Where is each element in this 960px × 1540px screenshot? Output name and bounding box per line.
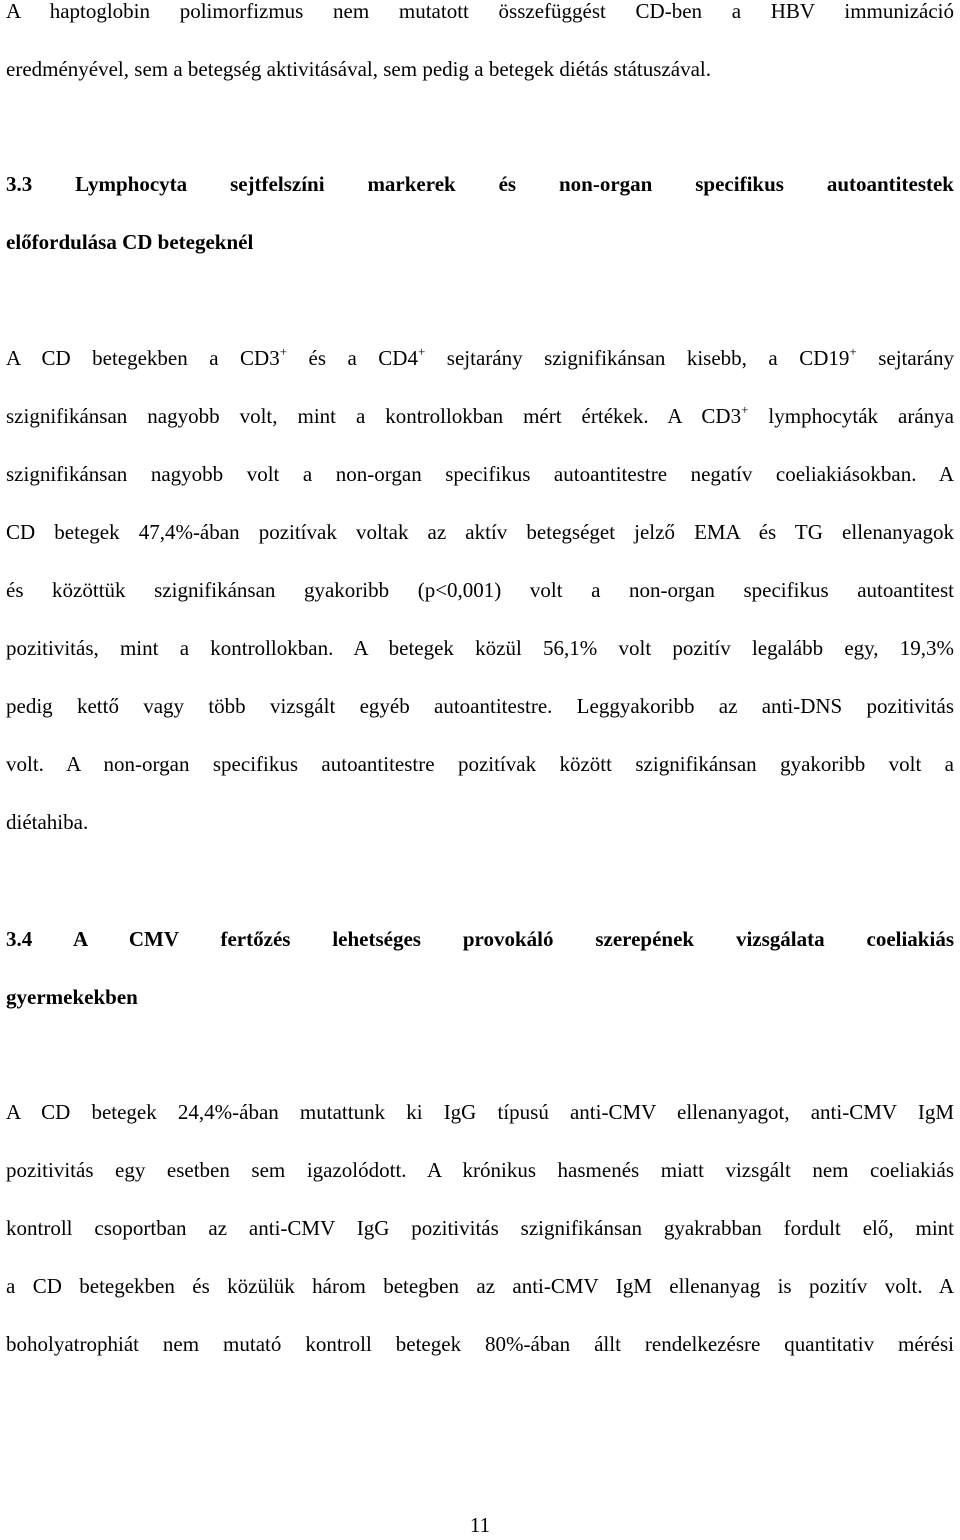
section-3-3-paragraph [6,329,954,851]
superscript-plus: + [417,344,426,359]
heading-line: gyermekekben [6,985,138,1009]
superscript-plus: + [849,344,857,359]
paragraph-line: diétahiba. [6,810,89,834]
text-segment: sejtarány szignifikánsan kisebb, a CD19 [425,346,850,370]
section-heading-3-4 [6,910,954,1026]
paragraph-line: pozitivitás egy esetben sem igazolódott. A krónikus hasmenés miatt vizsgált nem coeliakiás [6,1158,954,1182]
paragraph-line: boholyatrophiát nem mutató kontroll betegek 80%-ában állt rendelkezésre quantitativ mérési [6,1332,954,1356]
paragraph-line: szignifikánsan nagyobb volt a non-organ specifikus autoantitestre negatív coeliakiásokban. A [6,462,954,486]
superscript-plus: + [279,344,288,359]
paragraph-line: pozitivitás, mint a kontrollokban. A betegek közül 56,1% volt pozitív legalább egy, 19,3% [6,636,954,660]
section-heading-3-3 [6,155,954,271]
paragraph-line: pedig kettő vagy több vizsgált egyéb autoantitestre. Leggyakoribb az anti-DNS pozitivitás [6,694,954,718]
paragraph-line: volt. A non-organ specifikus autoantitestre pozitívak között szignifikánsan gyakoribb volt a [6,752,954,776]
text-segment: és a CD4 [287,346,418,370]
heading-line: 3.4 A CMV fertőzés lehetséges provokáló szerepének vizsgálata coeliakiás [6,927,954,951]
heading-line: előfordulása CD betegeknél [6,230,254,254]
paragraph-line: a CD betegekben és közülük három betegben az anti-CMV IgM ellenanyag is pozitív volt. A [6,1274,954,1298]
text-segment: A CD betegekben a CD3 [6,346,280,370]
superscript-plus: + [741,402,749,417]
text-segment: lymphocyták aránya [748,404,954,428]
intro-paragraph [6,0,954,98]
intro-line: eredményével, sem a betegség aktivitásával, sem pedig a betegek diétás státuszával. [6,57,711,81]
text-segment: sejtarány [856,346,954,370]
intro-line: A haptoglobin polimorfizmus nem mutatott összefüggést CD-ben a HBV immunizáció [6,0,954,23]
paragraph-line: A CD betegek 24,4%-ában mutattunk ki IgG típusú anti-CMV ellenanyagot, anti-CMV IgM [6,1100,954,1124]
paragraph-line: CD betegek 47,4%-ában pozitívak voltak az aktív betegséget jelző EMA és TG ellenanyagok [6,520,954,544]
heading-line: 3.3 Lymphocyta sejtfelszíni markerek és non-organ specifikus autoantitestek [6,172,954,196]
paragraph-line: és közöttük szignifikánsan gyakoribb (p<0,001) volt a non-organ specifikus autoantitest [6,578,954,602]
text-segment: szignifikánsan nagyobb volt, mint a kontrollokban mért értékek. A CD3 [6,404,742,428]
paragraph-line [6,387,954,445]
page-number: 11 [469,1513,491,1537]
paragraph-line: kontroll csoportban az anti-CMV IgG pozitivitás szignifikánsan gyakrabban fordult elő, mint [6,1216,954,1240]
paragraph-line [6,329,954,387]
section-3-4-paragraph [6,1083,954,1373]
